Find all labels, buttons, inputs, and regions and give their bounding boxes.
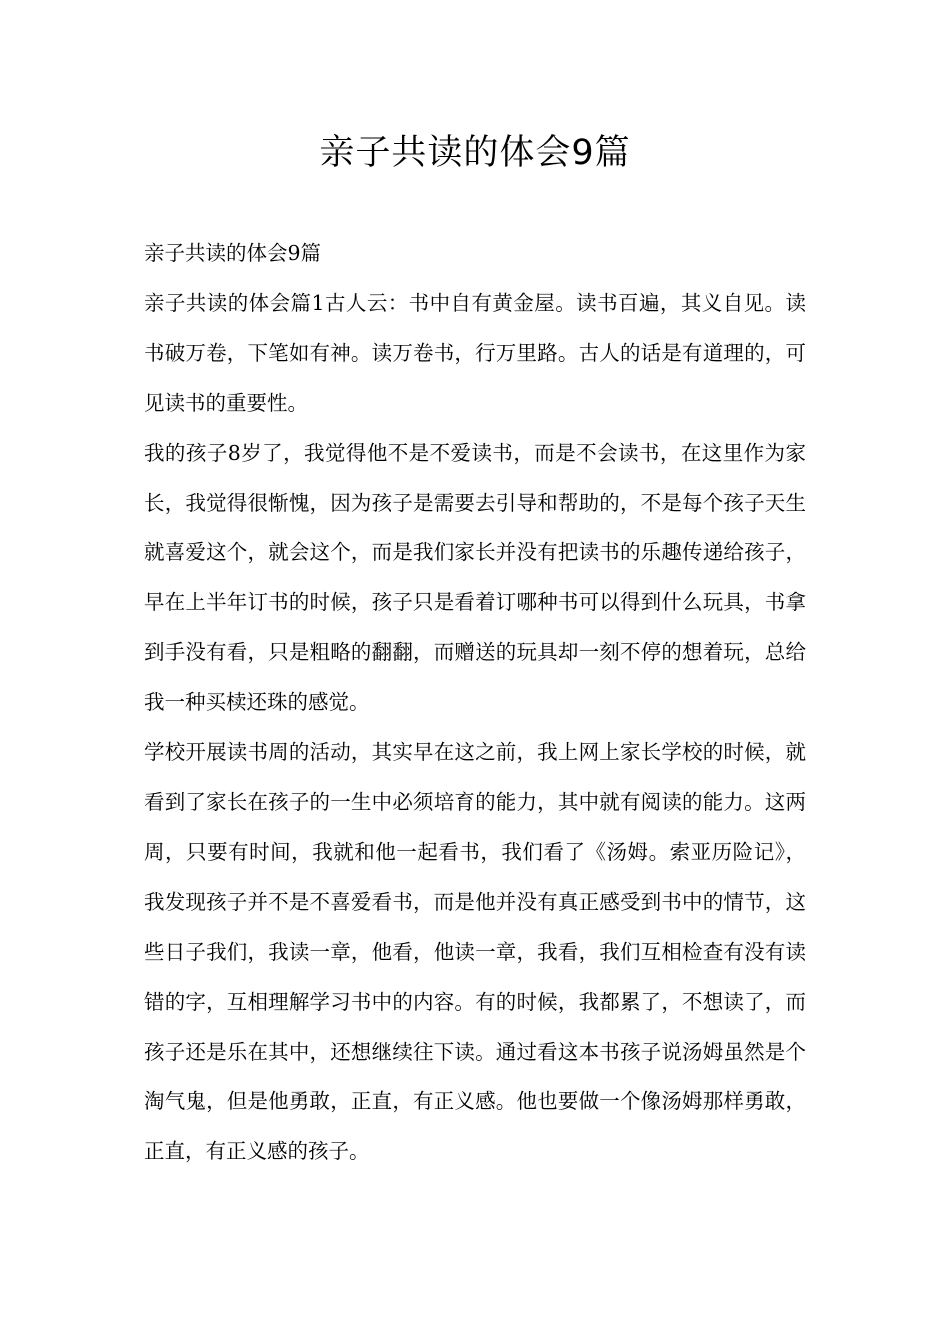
body-paragraph-3: 学校开展读书周的活动，其实早在这之前，我上网上家长学校的时候，就看到了家长在孩子的一生中必须培育的能力，其中就有阅读的能力。这两周，只要有时间，我就和他一起看书，我们看了《汤姆。索亚历险记》，我发现孩子并不是不喜爱看书，而是他并没有真正感受到书中的情节，这些日子我们，我读一章，他看，他读一章，我看，我们互相检查有没有读错的字，互相理解学习书中的内容。有的时候，我都累了，不想读了，而孩子还是乐在其中，还想继续往下读。通过看这本书孩子说汤姆虽然是个淘气鬼，但是他勇敢，正直，有正义感。他也要做一个像汤姆那样勇敢，正直，有正义感的孩子。 — [144, 740, 806, 1164]
document-title: 亲子共读的体会9篇 — [319, 133, 631, 173]
document-subtitle: 亲子共读的体会9篇 — [144, 241, 322, 265]
body-paragraph-2: 我的孩子8岁了，我觉得他不是不爱读书，而是不会读书，在这里作为家长，我觉得很惭愧，因为孩子是需要去引导和帮助的，不是每个孩子天生就喜爱这个，就会这个，而是我们家长并没有把读书的乐趣传递给孩子，早在上半年订书的时候，孩子只是看着订哪种书可以得到什么玩具，书拿到手没有看，只是粗略的翻翻，而赠送的玩具却一刻不停的想着玩，总给我一种买椟还珠的感觉。 — [144, 440, 806, 715]
document-body — [144, 229, 806, 1177]
body-paragraph-1: 亲子共读的体会篇1古人云：书中自有黄金屋。读书百遍，其义自见。读书破万卷，下笔如有神。读万卷书，行万里路。古人的话是有道理的，可见读书的重要性。 — [144, 290, 806, 415]
